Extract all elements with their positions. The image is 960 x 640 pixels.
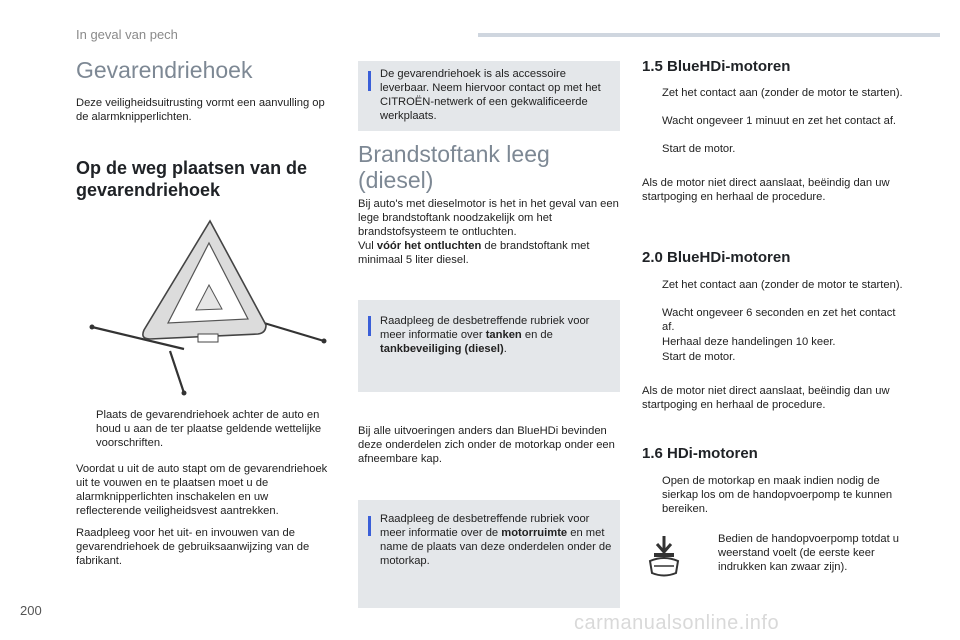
placement-bullet-text: Plaats de gevarendriehoek achter de auto en houd u aan de ter plaatse geldende wettelijke voorschriften. (96, 409, 322, 449)
bluehdi-20-step-1: Zet het contact aan (zonder de motor te starten). (662, 279, 903, 291)
engine-bay-note-text: Raadpleeg de desbetreffende rubriek voor meer informatie over de motorruimte en met name de plaats van deze onderdelen onder de motorkap. (380, 513, 612, 567)
refuel-note (358, 300, 620, 392)
bluehdi-20-paragraph: Als de motor niet direct aanslaat, beëindig dan uw startpoging en herhaal de procedure. (642, 385, 890, 411)
bluehdi-15-step-1: Zet het contact aan (zonder de motor te starten). (662, 87, 903, 99)
section-header-title: In geval van pech (76, 27, 178, 42)
before-exit-paragraph: Voordat u uit de auto stapt om de gevarendriehoek uit te vouwen en te plaatsen moet u de alarmknipperlichten inschakelen en uw reflecterende veiligheidsvest aantrekken. (76, 463, 328, 517)
bluehdi-15-step-2: Wacht ongeveer 1 minuut en zet het contact af. (662, 115, 897, 127)
accessory-note (358, 61, 620, 131)
watermark: carmanualsonline.info (574, 612, 780, 634)
header-bar (478, 33, 940, 37)
accessory-note-text: De gevarendriehoek is als accessoire leverbaar. Neem hiervoor contact op met het CITROËN-netwerk of een gekwalificeerde werkplaats. (380, 68, 601, 122)
engine-bay-note (358, 500, 620, 608)
hdi-16-step-2: Bedien de handopvoerpomp totdat u weerstand voelt (de eerste keer indrukken kan zwaar zijn). (718, 533, 900, 573)
warning-triangle-title: Gevarendriehoek (76, 57, 253, 83)
empty-tank-text: Bij auto's met dieselmotor is het in het geval van een lege brandstoftank noodzakelijk om het brandstofsysteem te ontluchten. (358, 198, 619, 238)
bluehdi-15-title: 1.5 BlueHDi-motoren (642, 58, 791, 75)
empty-tank-paragraph (358, 197, 620, 267)
warning-triangle-intro: Deze veiligheidsuitrusting vormt een aanvulling op de alarmknipperlichten. (76, 97, 325, 123)
non-bluehdi-paragraph: Bij alle uitvoeringen anders dan BlueHDi bevinden deze onderdelen zich onder de motorkap onder een afneembare kap. (358, 425, 615, 465)
placement-bullet (76, 408, 328, 450)
page-number: 200 (20, 603, 42, 618)
note-accent-bar (368, 516, 371, 536)
note-accent-bar (368, 71, 371, 91)
fill-tank-post: de brandstoftank met minimaal 5 liter diesel. (358, 240, 590, 266)
refuel-note-text: Raadpleeg de desbetreffende rubriek voor meer informatie over tanken en de tankbeveiliging (diesel). (380, 315, 590, 355)
fill-tank-bold: vóór het ontluchten (376, 240, 482, 252)
hand-pump-icon (646, 534, 682, 578)
manufacturer-manual-paragraph: Raadpleeg voor het uit- en invouwen van de gevarendriehoek de gebruiksaanwijzing van de fabrikant. (76, 527, 310, 567)
bluehdi-15-paragraph: Als de motor niet direct aanslaat, beëindig dan uw startpoging en herhaal de procedure. (642, 177, 890, 203)
bluehdi-20-step-2: Wacht ongeveer 6 seconden en zet het contact af. (662, 307, 896, 333)
empty-tank-title: Brandstoftank leeg (diesel) (358, 141, 550, 194)
hdi-16-title: 1.6 HDi-motoren (642, 445, 758, 462)
bluehdi-20-step-4: Start de motor. (662, 351, 736, 363)
fill-tank-pre: Vul (358, 240, 377, 252)
bluehdi-20-title: 2.0 BlueHDi-motoren (642, 249, 791, 266)
placing-subtitle: Op de weg plaatsen van de gevarendriehoek (76, 158, 308, 200)
note-accent-bar (368, 316, 371, 336)
bluehdi-15-step-3: Start de motor. (662, 143, 736, 155)
bluehdi-20-step-3: Herhaal deze handelingen 10 keer. (662, 336, 836, 348)
warning-triangle-illustration (88, 213, 328, 398)
hdi-16-step-1: Open de motorkap en maak indien nodig de sierkap los om de handopvoerpomp te kunnen bereiken. (662, 475, 893, 515)
